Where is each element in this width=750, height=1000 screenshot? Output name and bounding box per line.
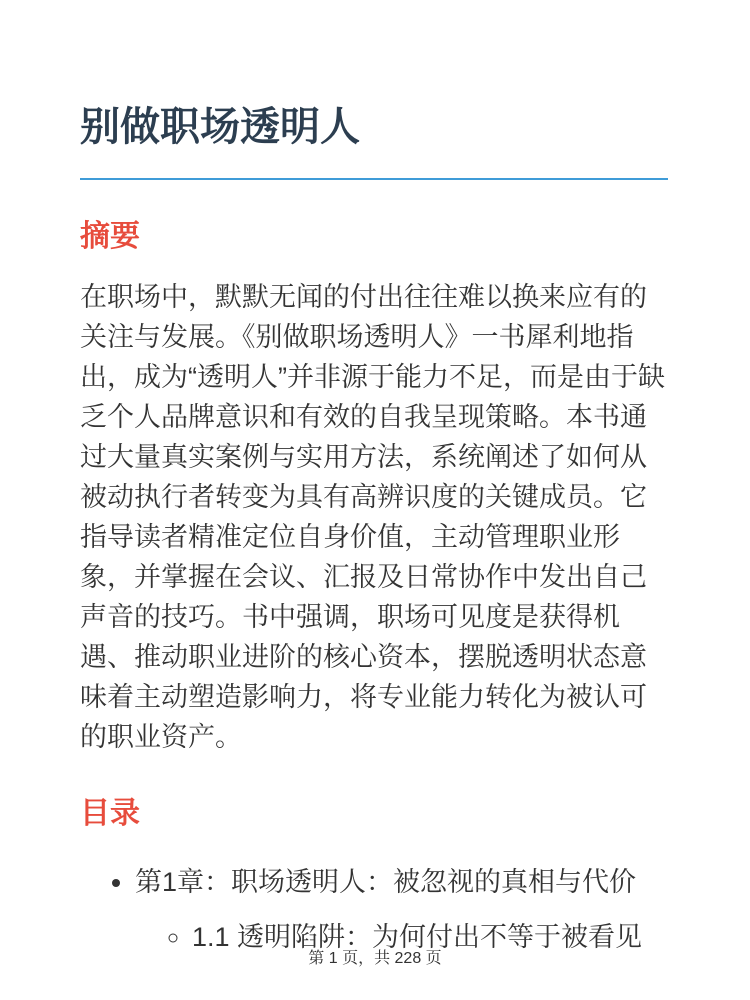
page-number-indicator: 第 1 页，共 228 页 [308,950,442,968]
page-title: 别做职场透明人 [80,102,668,180]
toc-section-heading: 目录 [80,796,140,830]
summary-section-heading: 摘要 [80,220,140,253]
toc-chapter-label: 第1章：职场透明人：被忽视的真相与代价 [135,867,637,897]
toc-chapter-item [135,862,668,957]
toc-list [80,862,668,957]
toc-section-label: 1.1 透明陷阱：为何付出不等于被看见 [192,922,643,952]
summary-paragraph: 在职场中，默默无闻的付出往往难以换来应有的关注与发展。《别做职场透明人》一书犀利地指出，成为“透明人”并非源于能力不足，而是由于缺乏个人品牌意识和有效的自我呈现策略。本书通过大量真实案例与实用方法，系统阐述了如何从被动执行者转变为具有高辨识度的关键成员。它指导读者精准定位自身价值，主动管理职业形象，并掌握在会议、汇报及日常协作中发出自己声音的技巧。书中强调，职场可见度是获得机遇、推动职业进阶的核心资本，摆脱透明状态意味着主动塑造影响力，将专业能力转化为被认可的职业资产。 [80,281,665,752]
